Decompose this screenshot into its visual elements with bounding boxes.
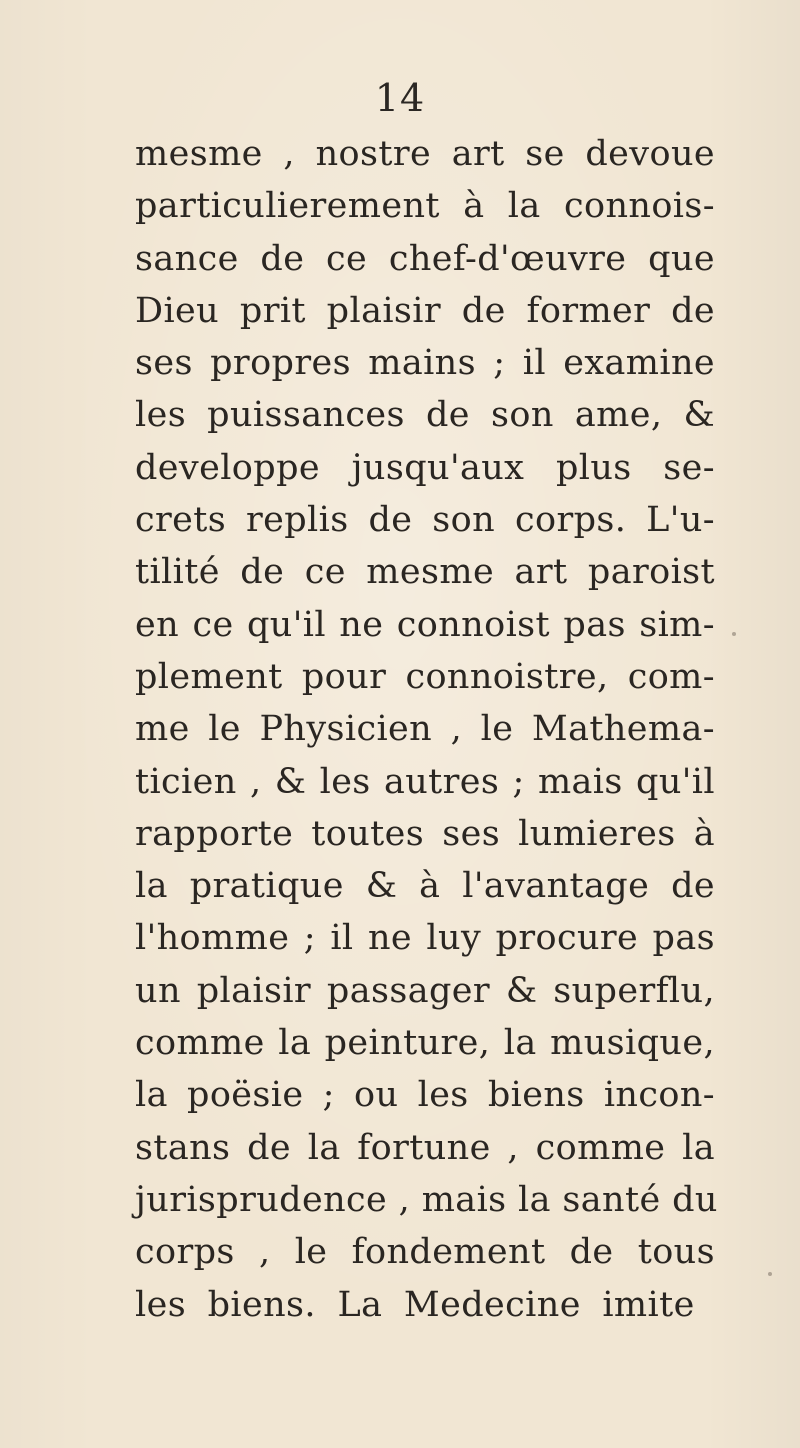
text-line: tilité de ce mesme art paroist <box>135 552 715 593</box>
paper-speck <box>732 632 736 636</box>
body-text <box>135 128 718 1331</box>
text-line: les puissances de son ame, & <box>135 395 715 436</box>
text-line: corps , le fondement de tous <box>135 1232 715 1273</box>
text-line: jurisprudence , mais la santé du <box>135 1179 718 1220</box>
paper-speck <box>690 1260 693 1263</box>
text-line: stans de la fortune , comme la <box>135 1127 715 1168</box>
text-line: ses propres mains ; il examine <box>135 343 715 384</box>
text-line: particulierement à la connois- <box>135 186 715 227</box>
text-line: mesme , nostre art se devoue <box>135 134 715 174</box>
page-number: 14 <box>374 76 426 120</box>
text-line: la pratique & à l'avantage de <box>135 866 715 907</box>
text-line: crets replis de son corps. L'u- <box>135 500 715 541</box>
text-line: sance de ce chef-d'œuvre que <box>135 238 715 279</box>
text-line: un plaisir passager & superflu, <box>135 970 715 1011</box>
text-line: ticien , & les autres ; mais qu'il <box>135 761 715 802</box>
paper-speck <box>768 1272 772 1276</box>
text-line: la poësie ; ou les biens incon- <box>135 1075 715 1116</box>
text-line: Dieu prit plaisir de former de <box>135 290 715 331</box>
text-line: rapporte toutes ses lumieres à <box>135 813 715 854</box>
text-line: l'homme ; il ne luy procure pas <box>135 918 715 959</box>
text-line: comme la peinture, la musique, <box>135 1023 715 1064</box>
text-line: en ce qu'il ne connoist pas sim- <box>135 604 715 645</box>
text-line: les biens. La Medecine imite <box>135 1284 695 1325</box>
text-line: me le Physicien , le Mathema- <box>135 709 715 750</box>
text-line: developpe jusqu'aux plus se- <box>135 447 715 488</box>
text-line: plement pour connoistre, com- <box>135 656 715 697</box>
